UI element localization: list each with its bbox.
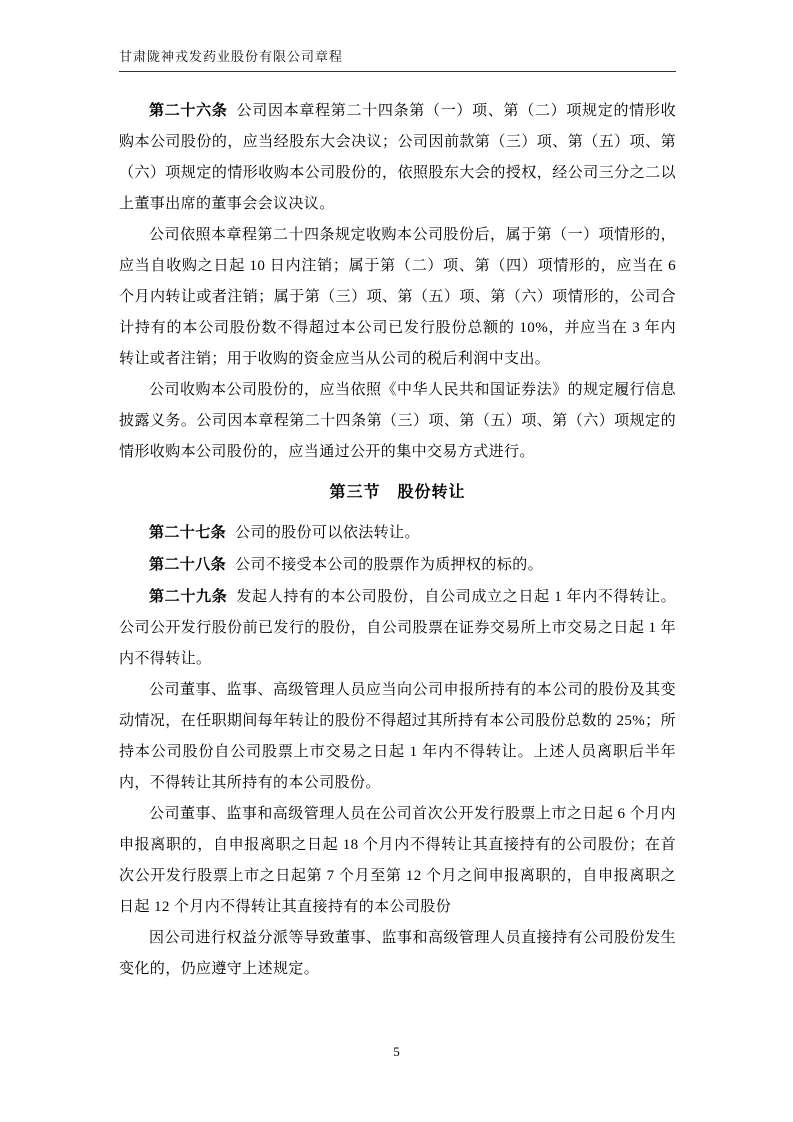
body-paragraph: 因公司进行权益分派等导致董事、监事和高级管理人员直接持有公司股份发生变化的，仍应遵守上述规定。 [119,930,676,977]
article-paragraph: 第二十九条 发起人持有的本公司股份，自公司成立之日起 1 年内不得转让。公司公开发行股份前已发行的股份，自公司股票在证券交易所上市交易之日起 1 年内不得转让。 [119,588,676,667]
header-title: 甘肃陇神戎发药业股份有限公司章程 [119,49,344,64]
article-number: 第二十六条 [149,102,228,119]
body-paragraph: 公司收购本公司股份的，应当依照《中华人民共和国证券法》的规定履行信息披露义务。公司因本章程第二十四条第（三）项、第（五）项、第（六）项规定的情形收购本公司股份的，应当通过公开的集中交易方式进行。 [119,382,676,460]
article-paragraph: 第二十七条 公司的股份可以依法转让。 [149,524,420,541]
article-number: 第二十七条 [149,524,227,541]
body-paragraph: 公司董事、监事和高级管理人员在公司首次公开发行股票上市之日起 6 个月内申报离职的，自申报离职之日起 18 个月内不得转让其直接持有的公司股份；在首次公开发行股票上市之日起第 7 个月至第 12 个月之间申报离职的，自申报离职之日起 12 个月内不得转让其直接持有的本公司股份 [119,806,676,915]
document-header [119,46,676,72]
article-number: 第二十八条 [149,556,227,573]
page-number: 5 [393,1044,400,1059]
header-rule [119,71,676,72]
body-paragraph: 公司董事、监事、高级管理人员应当向公司申报所持有的本公司的股份及其变动情况，在任职期间每年转让的股份不得超过其所持有本公司股份总数的 25%；所持本公司股份自公司股票上市交易之日起 1 年内不得转让。上述人员离职后半年内，不得转让其所持有的本公司股份。 [119,682,676,791]
document-body [119,95,676,985]
article-paragraph: 第二十六条 公司因本章程第二十四条第（一）项、第（二）项规定的情形收购本公司股份的，应当经股东大会决议；公司因前款第（三）项、第（五）项、第（六）项规定的情形收购本公司股份的，依照股东大会的授权，经公司三分之二以上董事出席的董事会会议决议。 [119,102,676,212]
section-heading: 第三节 股份转让 [329,484,466,501]
article-number: 第二十九条 [149,588,228,605]
article-paragraph: 第二十八条 公司不接受本公司的股票作为质押权的标的。 [149,556,544,573]
page-footer [0,1044,793,1060]
body-paragraph: 公司依照本章程第二十四条规定收购本公司股份后，属于第（一）项情形的，应当自收购之日起 10 日内注销；属于第（二）项、第（四）项情形的，应当在 6 个月内转让或者注销；属于第（三）项、第（五）项、第（六）项情形的，公司合计持有的本公司股份数不得超过本公司已发行股份总额的 10%，并应当在 3 年内转让或者注销；用于收购的资金应当从公司的税后利润中支出。 [119,227,676,367]
